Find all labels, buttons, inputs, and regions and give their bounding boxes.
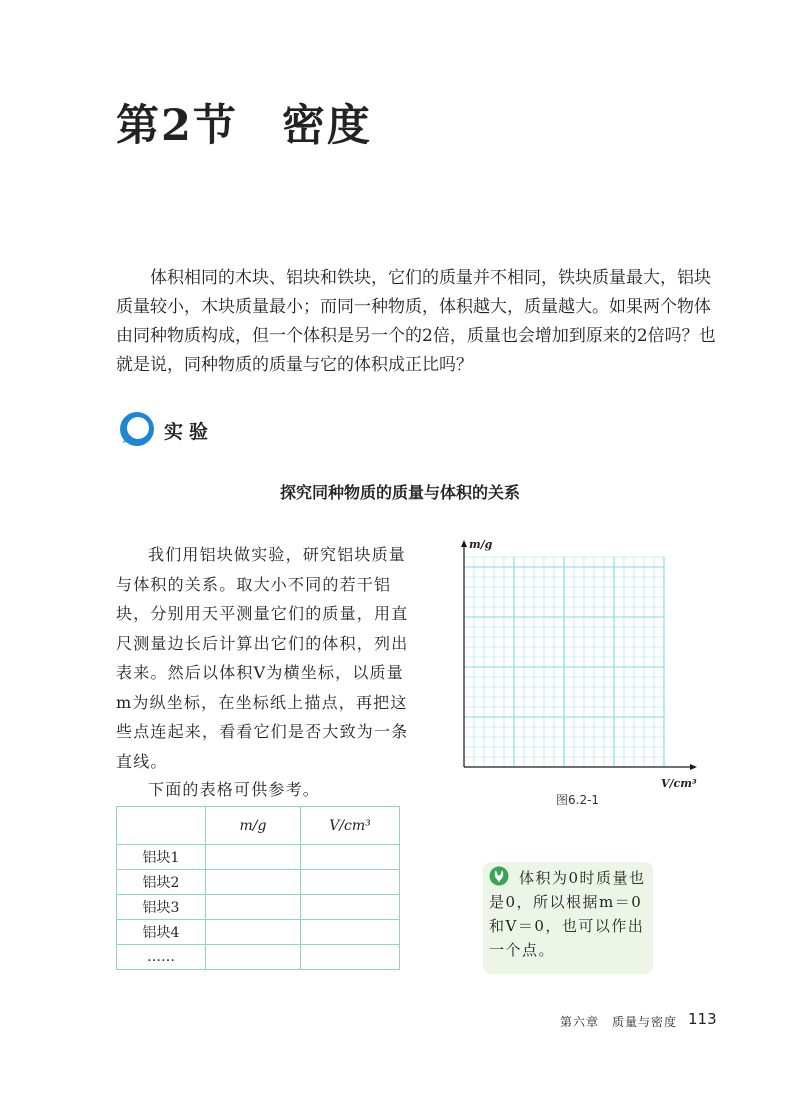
table-header-volume: V/cm³ — [301, 807, 400, 845]
page-title — [116, 92, 372, 153]
y-axis-arrow — [461, 540, 467, 547]
page-number: 113 — [688, 1010, 717, 1028]
table-cell — [301, 895, 400, 920]
graph-paper-figure — [450, 535, 700, 800]
table-row — [117, 895, 400, 920]
table-header-mass: m/g — [206, 807, 301, 845]
section-number: 第2节 — [116, 101, 238, 151]
experiment-icon — [118, 410, 156, 448]
table-cell — [301, 945, 400, 970]
table-cell — [206, 845, 301, 870]
table-row-label: …… — [117, 945, 206, 970]
x-axis-label: V/cm³ — [661, 777, 697, 790]
table-row-label: 铝块1 — [117, 845, 206, 870]
footer-chapter-title: 第六章 质量与密度 — [560, 1015, 678, 1029]
figure-caption: 图6.2-1 — [556, 793, 600, 807]
table-cell — [206, 895, 301, 920]
table-row-label: 铝块3 — [117, 895, 206, 920]
x-axis-arrow — [690, 764, 697, 770]
experiment-heading: 实验 — [164, 421, 215, 443]
table-header-row — [117, 807, 400, 845]
margin-note-text: 体积为0时质量也是0，所以根据m＝0和V＝0，也可以作出一个点。 — [489, 869, 646, 959]
table-cell — [301, 920, 400, 945]
experiment-body: 我们用铝块做实验，研究铝块质量与体积的关系。取大小不同的若干铝块，分别用天平测量它们的质量，用直尺测量边长后计算出它们的体积，列出表来。然后以体积V为横坐标，以质量m为纵坐标，在坐标纸上描点，再把这些点连起来，看看它们是否大致为一条直线。 — [116, 545, 409, 771]
table-cell — [206, 945, 301, 970]
table-cell — [301, 845, 400, 870]
section-topic: 密度 — [281, 101, 372, 151]
table-cell — [301, 870, 400, 895]
table-row-label: 铝块2 — [117, 870, 206, 895]
table-header-cell — [117, 807, 206, 845]
table-row — [117, 870, 400, 895]
table-cell — [206, 870, 301, 895]
table-cell — [206, 920, 301, 945]
intro-paragraph: 体积相同的木块、铝块和铁块，它们的质量并不相同，铁块质量最大，铝块质量较小，木块质量最小；而同一种物质，体积越大，质量越大。如果两个物体由同种物质构成，但一个体积是另一个的2倍，质量也会增加到原来的2倍吗？也就是说，同种物质的质量与它的体积成正比吗？ — [116, 268, 716, 375]
experiment-title: 探究同种物质的质量与体积的关系 — [279, 483, 520, 502]
y-axis-label: m/g — [469, 538, 493, 551]
table-row — [117, 945, 400, 970]
table-row — [117, 845, 400, 870]
table-reference-text: 下面的表格可供参考。 — [148, 780, 321, 799]
table-row — [117, 920, 400, 945]
table-row-label: 铝块4 — [117, 920, 206, 945]
data-table — [116, 806, 400, 970]
